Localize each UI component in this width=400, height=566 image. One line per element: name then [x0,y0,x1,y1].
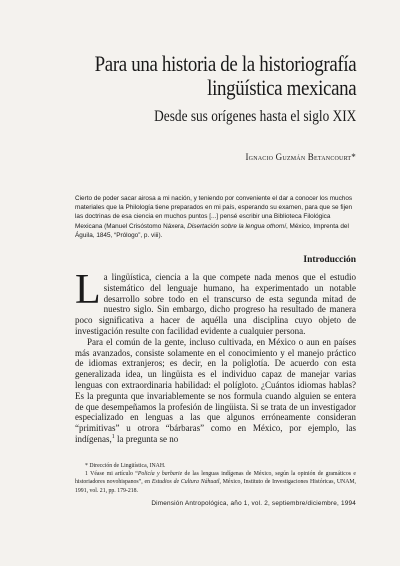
article-title-line-2: lingüística mexicana [206,75,356,100]
footnote-2-text-c: , México, Instituto de Investigaciones Históricas, UNAM, 1991, vol. 21, pp. 179-218. [75,479,357,494]
article-subtitle: Desde sus orígenes hasta el siglo XIX [153,108,356,125]
author-name: Ignacio Guzmán Betancourt* [245,152,356,162]
article-title-line-1: Para una historia de la historiografía [94,51,356,76]
journal-footer: Dimensión Antropológica, año 1, vol. 2, septiembre/diciembre, 1994 [151,500,356,507]
title-block [52,52,356,126]
paragraph-1-text: a lingüística, ciencia a la que compete nada menos que el estudio sistemático del lenguaje humano, ha experimentado un notable desarrollo sobre todo en el transcurso de esta segunda mitad de nuestro siglo. Sin embargo, dicho progreso ha resultado de manera poco significativa a hacer de aquélla una disciplina cuyo objeto de investigación resulte con facilidad evidente a cualquier persona. [75,272,356,336]
epigraph-text-1: Cierto de poder sacar airosa a mi nación, y teniendo por conveniente el dar a conocer los muchos materiales que la Philología tiene preparados en mi país, esperando su examen, para que se fijen las doctrinas de esa ciencia en muchos puntos [...] pensé escribir una Biblioteca Filológica Mexicana (Manuel Crisóstomo Náxera, [75,195,353,230]
footnote-2-text-b: de las lenguas indígenas de México, según la opinión de gramáticos e historiadores novohispanos”, en [75,471,356,486]
body-paragraph-2 [75,337,356,445]
footnotes [75,462,356,495]
footnote-marker: 1 [111,433,115,440]
body-text [75,267,356,445]
body-paragraph-1 [75,267,356,337]
paragraph-2-text-a: Para el común de la gente, incluso cultivada, en México o aun en países más avanzados, consiste solamente en el conocimiento y el manejo práctico de idiomas extranjeros; es decir, en la poliglotía. De acuerdo con esta generalizada idea, un lingüista es el individuo capaz de manejar varias lenguas con extraordinaria habilidad: el polígloto. ¿Cuántos idiomas hablas? Es la pregunta que invariablemente se nos formula cuando alguien se entera de que desempeñamos la profesión de lingüista. Si se trata de un investigador especializado en lenguas a las que algunos erróneamente consideran “primitivas” u otrora “bárbaras” como en México, por ejemplo, las indígenas, [75,336,356,444]
footnote-2-italic: Policía y barbarie [137,471,183,478]
epigraph-work-title: Disertación sobre la lengua othomí [187,222,286,230]
section-heading: Introducción [303,255,356,265]
footnote-2-text-a: 1 Véase mi artículo “ [85,471,138,478]
paragraph-2-text-b: la pregunta se no [114,433,179,444]
footnote-2-journal: Estudios de Cultura Náhuatl [151,479,220,486]
drop-cap: L [75,267,101,313]
footnote-1: * Dirección de Lingüística, INAH. [85,463,166,469]
footnote-2 [75,470,356,495]
epigraph-text-2: , México, Imprenta del Águila, 1845, “Prólogo”, p. viii). [75,222,349,239]
epigraph [75,194,355,240]
